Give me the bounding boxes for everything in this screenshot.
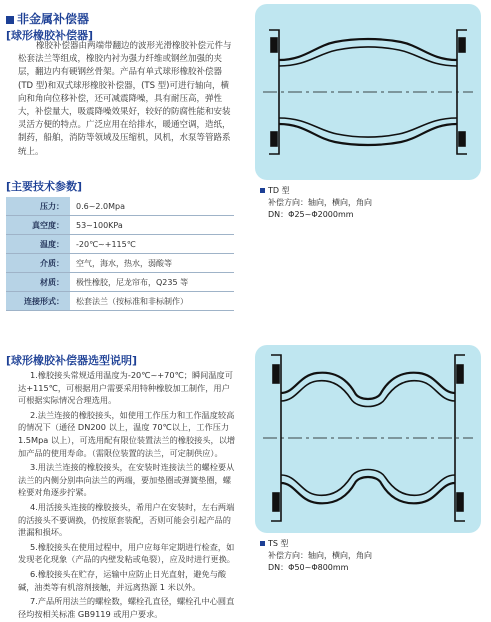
section-heading-specs: [主要技术参数] [6,180,83,193]
note-item: 1.橡胶接头常规适用温度为-20℃~+70℃；瞬间温度可达+115℃，可根据用户需要采用特种橡胶加工制作，用户可根据实际情况合理选用。 [18,370,233,406]
selection-notes [18,369,236,622]
spec-table [6,197,234,311]
spec-row [6,254,234,273]
square-bullet-icon [6,16,14,24]
spec-value: -20℃~+115℃ [70,235,234,254]
spec-label: 温度： [6,235,70,254]
note-item: 5.橡胶接头在使用过程中，用户应每年定期进行检查，如发现老化现象（产品的内壁发粘或龟裂），应及时进行更换。 [18,541,235,565]
spec-value: 53~100KPa [70,216,234,235]
page-title-text: 非金属补偿器 [17,12,90,26]
spec-row [6,273,234,292]
td-caption [260,185,372,221]
td-direction: 补偿方向：轴向，横向，角向 [268,198,372,207]
spec-label: 真空度： [6,216,70,235]
td-dn: DN：Φ25~Φ2000mm [268,210,354,219]
square-bullet-icon [260,541,265,546]
note-item: 6.橡胶接头在贮存，运输中应防止日光直射，避免与酸碱，油类等有机溶剂接触，并远离热源 1 米以外。 [18,568,227,592]
td-drawing-panel [255,4,481,180]
ts-model-line [260,538,372,550]
note-item: 2.法兰连接的橡胶接头，如使用工作压力和工作温度较高的情况下（通径 DN200 以上，温度 70℃以上，工作压力 1.5Mpa 以上），可选用配有限位装置法兰的橡胶接头，以增加产品的使用寿命。（需限位装置的法兰，可定制供应）。 [18,409,236,458]
spec-row [6,292,234,311]
section-heading-product: [球形橡胶补偿器] [6,29,94,42]
spec-label: 连接形式： [6,292,70,311]
spec-value: 空气，海水，热水，弱酸等 [70,254,234,273]
spec-label: 压力： [6,197,70,216]
td-model: TD 型 [268,186,290,195]
ts-model: TS 型 [268,539,289,548]
spec-label: 介质： [6,254,70,273]
spec-row [6,216,234,235]
spec-row [6,235,234,254]
note-item: 4.用活接头连接的橡胶接头，希用户在安装时，左右两端的活接头不要调换，仍按原套装配，否则可能会引起产品的泄漏和损坏。 [18,501,235,538]
td-model-line [260,185,372,197]
spec-value: 极性橡胶，尼龙帘布，Q235 等 [70,273,234,292]
spec-value: 松套法兰（按标准和非标制作） [70,292,234,311]
spec-label: 材质： [6,273,70,292]
ts-double-sphere-joint-drawing [255,345,481,533]
page-title [6,10,89,27]
intro-paragraph: 橡胶补偿器由两端带翻边的波形光滑橡胶补偿元件与松套法兰等组成，橡胶内衬为强力纤维或钢丝加强的夹层，翻边内有硬钢丝骨架。产品有单式球形橡胶补偿器(TD 型)和双式球形橡胶补偿器，(TS 型)可进行轴向，横向和角向位移补偿，还可减震降噪，具有耐压高，弹性大，补偿量大，吸震降噪效果好，较好的防腐性能和安装灵活方便的特点。广泛应用在给排水，暖通空调，造纸，制药，船舶，消防等领域及压缩机，风机，水泵等管路系统上。 [18,41,232,157]
spec-row [6,197,234,216]
ts-direction: 补偿方向：轴向，横向，角向 [268,551,372,560]
ts-caption [260,538,372,574]
spec-value: 0.6~2.0Mpa [70,197,234,216]
note-item: 3.用法兰连接的橡胶接头，在安装时连接法兰的螺栓要从法兰的内侧分别串向法兰的两端，要加垫圈或弹簧垫圈，螺栓要对角逐步拧紧。 [18,462,235,498]
ts-drawing-panel [255,345,481,533]
section-heading-selection: [球形橡胶补偿器选型说明] [6,354,138,367]
ts-dn: DN：Φ50~Φ800mm [268,563,349,572]
note-item: 7.产品所用法兰的螺栓数，螺栓孔直径，螺栓孔中心圆直径均按相关标准 GB9119 或用户要求。 [18,596,235,619]
td-single-sphere-joint-drawing [255,4,481,180]
square-bullet-icon [260,188,265,193]
